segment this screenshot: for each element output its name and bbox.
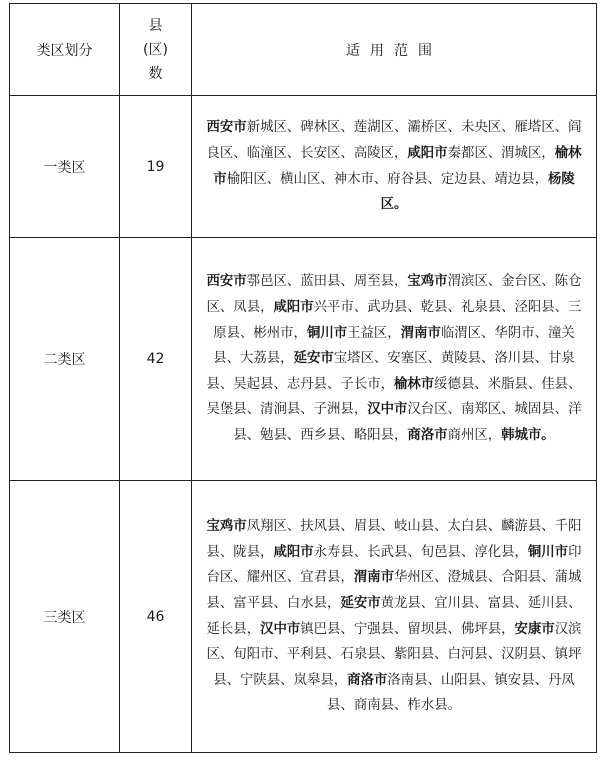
city-name: 咸阳市	[407, 145, 448, 161]
city-name: 韩城市。	[501, 427, 555, 443]
city-name: 铜川市	[527, 544, 569, 560]
city-name: 渭南市	[353, 570, 394, 586]
table-row	[10, 96, 597, 238]
county-list: 兴平市、武功县、乾县、礼泉县、泾阳县、三原县、彬州市，	[213, 300, 582, 341]
city-name: 铜川市	[306, 325, 348, 341]
county-list: 汉台区、南郑区、城固县、洋县、勉县、西乡县、略阳县，	[233, 402, 582, 443]
city-name: 宝鸡市	[407, 274, 448, 290]
category-cell: 三类区	[10, 481, 120, 753]
header-count	[120, 4, 192, 96]
county-list: 绥德县、米脂县、佳县、吴堡县、清涧县、子洲县，	[206, 376, 582, 418]
city-name: 西安市	[206, 274, 247, 290]
city-name: 商洛市	[347, 672, 388, 688]
county-list: 印台区、耀州区、宜君县，	[206, 544, 582, 586]
header-scope: 适用范围	[192, 4, 597, 96]
county-list: 永寿县、长武县、旬邑县、淳化县，	[313, 544, 528, 560]
county-list: 华州区、澄城县、合阳县、蒲城县、富平县、白水县，	[206, 570, 582, 611]
county-list: 秦都区、渭城区，	[447, 145, 555, 161]
city-name: 商洛市	[407, 427, 448, 443]
city-name: 咸阳市	[273, 300, 314, 316]
city-name: 西安市	[206, 120, 247, 136]
county-list: 榆阳区、横山区、神木市、府谷县、定边县、靖边县，	[226, 171, 548, 187]
scope-cell	[192, 481, 597, 753]
category-cell: 二类区	[10, 238, 120, 481]
county-list: 新城区、碑林区、莲湖区、灞桥区、未央区、雁塔区、阎良区、临潼区、长安区、高陵区，	[206, 120, 582, 161]
county-list: 鄠邑区、蓝田县、周至县，	[246, 274, 408, 290]
scope-cell	[192, 238, 597, 481]
county-list: 洛南县、山阳县、镇安县、丹凤县、商南县、柞水县。	[327, 672, 575, 714]
city-name: 榆林市	[394, 376, 435, 392]
count-cell: 46	[120, 481, 192, 753]
city-name: 延安市	[340, 595, 381, 611]
city-name: 杨陵区。	[380, 171, 575, 213]
header-category: 类区划分	[10, 4, 120, 96]
county-classification-table	[9, 3, 597, 753]
city-name: 安康市	[514, 621, 555, 637]
header-count-line2: (区)	[143, 41, 168, 58]
county-list: 宝塔区、安塞区、黄陵县、洛川县、甘泉县、吴起县、志丹县、子长市，	[206, 351, 575, 392]
table-row	[10, 481, 597, 753]
city-name: 汉中市	[260, 621, 301, 637]
city-name: 渭南市	[400, 325, 441, 341]
city-name: 宝鸡市	[206, 519, 247, 535]
city-name: 咸阳市	[273, 544, 314, 560]
county-list: 王益区，	[347, 325, 401, 341]
scope-cell	[192, 96, 597, 238]
county-list: 镇巴县、宁强县、留坝县、佛坪县，	[300, 621, 515, 637]
count-cell: 19	[120, 96, 192, 238]
county-list: 临渭区、华阴市、潼关县、大荔县，	[213, 325, 575, 367]
header-count-line1: 县	[148, 17, 163, 34]
city-name: 汉中市	[367, 402, 408, 418]
county-list: 渭滨区、金台区、陈仓区、凤县，	[206, 274, 582, 316]
header-row	[10, 4, 597, 96]
table-row	[10, 238, 597, 481]
county-list: 黄龙县、宜川县、富县、延川县、延长县，	[206, 595, 582, 637]
category-cell: 一类区	[10, 96, 120, 238]
county-list: 凤翔区、扶风县、眉县、岐山县、太白县、麟游县、千阳县、陇县，	[206, 519, 582, 560]
city-name: 榆林市	[213, 145, 582, 187]
county-list: 商州区，	[447, 427, 502, 443]
header-count-line3: 数	[148, 65, 163, 82]
county-list: 汉滨区、旬阳市、平利县、石泉县、紫阳县、白河县、汉阴县、镇坪县、宁陕县、岚皋县，	[206, 621, 582, 688]
count-cell: 42	[120, 238, 192, 481]
city-name: 延安市	[293, 351, 334, 367]
